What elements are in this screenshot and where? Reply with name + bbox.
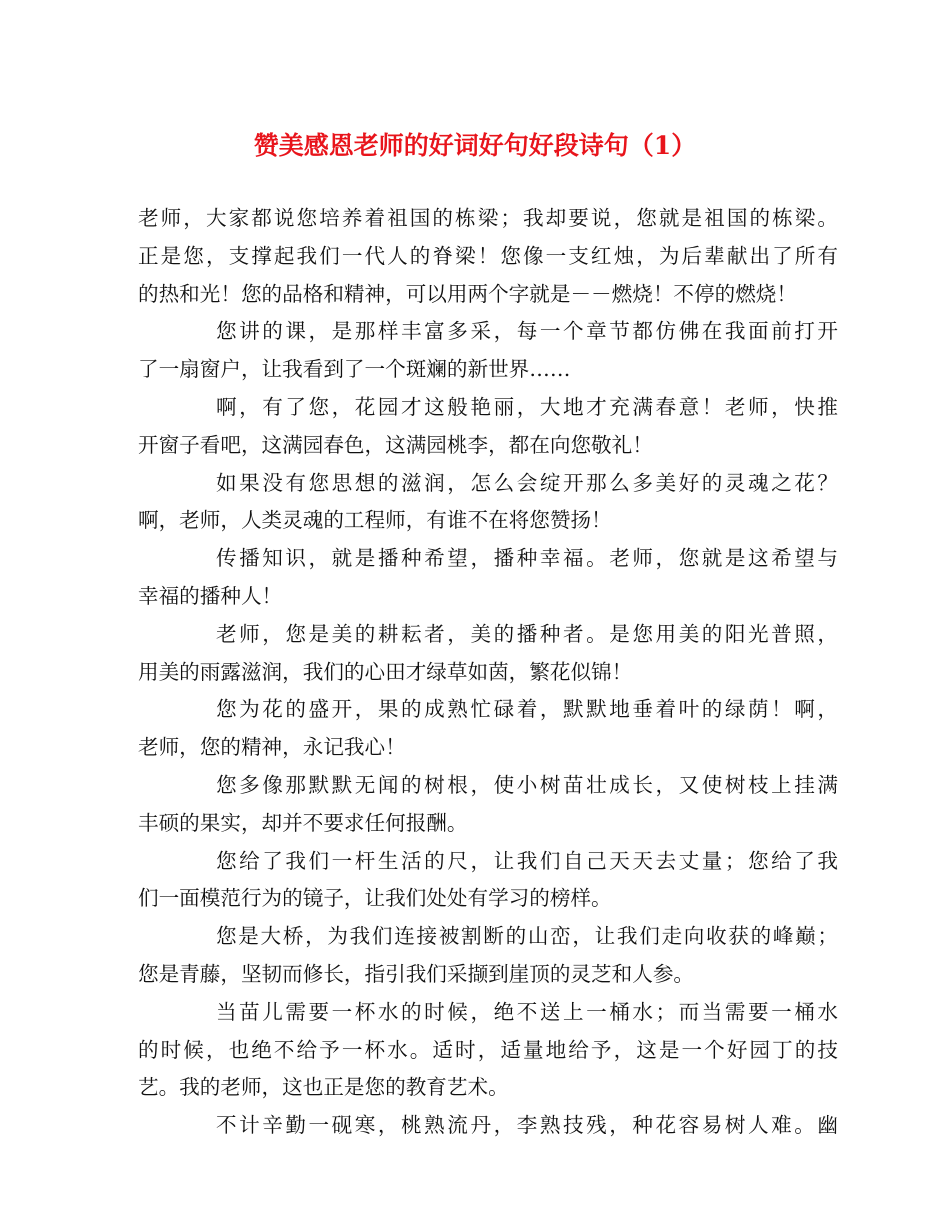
body-line: 您讲的课，是那样丰富多采，每一个章节都仿佛在我面前打开 [216,319,838,344]
body-line: 们一面模范行为的镜子，让我们处处有学习的榜样。 [138,886,612,911]
body-line: 啊，有了您，花园才这般艳丽，大地才充满春意！老师，快推 [216,394,838,419]
document-body [138,200,838,1145]
body-line: 老师，大家都说您培养着祖国的栋梁；我却要说，您就是祖国的栋梁。 [138,206,838,230]
body-line: 您给了我们一杆生活的尺，让我们自己天天去丈量；您给了我 [216,848,838,873]
body-line: 正是您，支撑起我们一代人的脊梁！您像一支红烛，为后辈献出了所有 [138,243,838,268]
body-line: 幸福的播种人！ [138,583,283,608]
body-line: 您为花的盛开，果的成熟忙碌着，默默地垂着叶的绿荫！啊， [216,697,838,722]
body-line: 如果没有您思想的滋润，怎么会绽开那么多美好的灵魂之花？ [216,470,838,495]
body-line: 老师，您是美的耕耘者，美的播种者。是您用美的阳光普照， [216,621,838,646]
body-line: 的时候，也绝不给予一杯水。适时，适量地给予，这是一个好园丁的技 [138,1037,838,1062]
body-line: 当苗儿需要一杯水的时候，绝不送上一桶水；而当需要一桶水 [216,999,838,1024]
body-line: 了一扇窗户，让我看到了一个斑斓的新世界…… [138,357,571,382]
body-line: 的热和光！您的品格和精神，可以用两个字就是－－燃烧！不停的燃烧！ [138,281,797,306]
body-line: 您是大桥，为我们连接被割断的山峦，让我们走向收获的峰巅； [216,924,838,949]
body-line: 啊，老师，人类灵魂的工程师，有谁不在将您赞扬！ [138,508,612,533]
body-line: 传播知识，就是播种希望，播种幸福。老师，您就是这希望与 [216,546,838,571]
body-line: 不计辛勤一砚寒，桃熟流丹，李熟技残，种花容易树人难。幽 [216,1113,838,1138]
body-line: 用美的雨露滋润，我们的心田才绿草如茵，繁花似锦！ [138,659,633,684]
body-line: 您是青藤，坚韧而修长，指引我们采撷到崖顶的灵芝和人参。 [138,961,695,986]
body-line: 开窗子看吧，这满园春色，这满园桃李，都在向您敬礼！ [138,432,653,457]
body-line: 老师，您的精神，永记我心！ [138,735,406,760]
body-line: 您多像那默默无闻的树根，使小树苗壮成长，又使树枝上挂满 [216,772,838,797]
body-line: 丰硕的果实，却并不要求任何报酬。 [138,810,468,835]
document-title: 赞美感恩老师的好词好句好段诗句（1） [253,131,697,160]
body-line: 艺。我的老师，这也正是您的教育艺术。 [138,1075,509,1100]
